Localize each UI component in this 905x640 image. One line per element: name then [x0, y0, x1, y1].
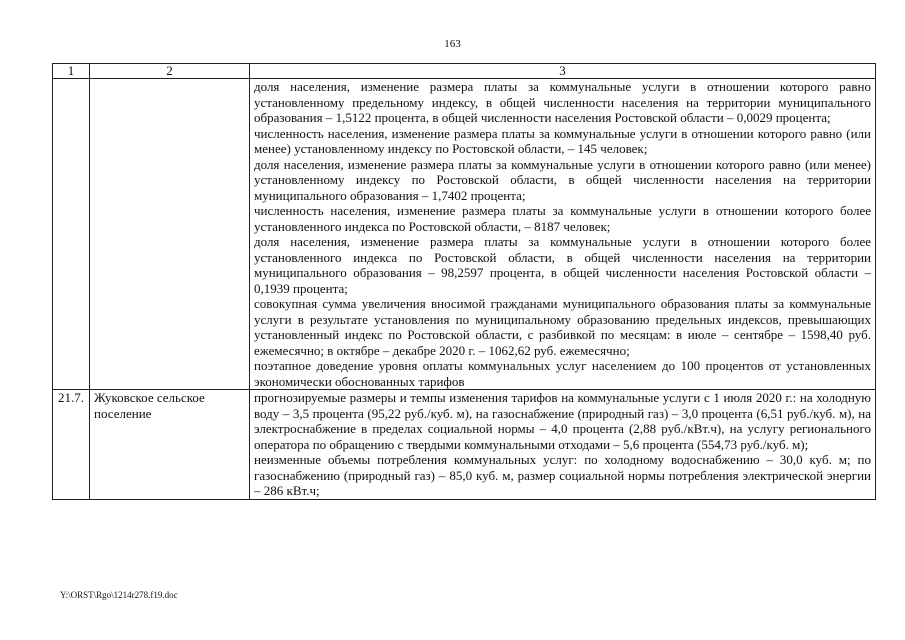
content-paragraph: доля населения, изменение размера платы за коммунальные услуги в отношении которого равно (или менее) установленному индексу по Ростовской области, в общей численности населения на территории муниципального образования – 1,7402 процента;: [254, 156, 871, 203]
row-content: [250, 390, 876, 500]
content-paragraph: численность населения, изменение размера платы за коммунальные услуги в отношении которого более установленного индекса по Ростовской области, – 8187 человек;: [254, 203, 871, 234]
column-header-2: 2: [90, 64, 250, 79]
content-paragraph: совокупная сумма увеличения вносимой гражданами муниципального образования платы за коммунальные услуги в результате установления по муниципальному образованию предельных индексов, превышающих установленный индекс по Ростовской области, с разбивкой по месяцам: в июле – сентябре – 1598,40 руб. ежемесячно; в октябре – декабре 2020 г. – 1062,62 руб. ежемесячно;: [254, 296, 871, 358]
content-paragraph: численность населения, изменение размера платы за коммунальные услуги в отношении которого равно (или менее) установленному индексу по Ростовской области, – 145 человек;: [254, 125, 871, 156]
content-paragraph: доля населения, изменение размера платы за коммунальные услуги в отношении которого равно установленному предельному индексу, в общей численности населения на территории муниципального образования – 1,5122 процента, в общей численности населения Ростовской области – 0,0029 процента;: [254, 79, 871, 125]
column-header-1: 1: [53, 64, 90, 79]
content-paragraph: доля населения, изменение размера платы за коммунальные услуги в отношении которого более установленного индекса по Ростовской области, в общей численности населения на территории муниципального образования – 98,2597 процента, в общей численности населения Ростовской области – 0,1939 процента;: [254, 234, 871, 296]
row-number: [53, 79, 90, 390]
document-table: [52, 63, 876, 500]
row-name: [90, 79, 250, 390]
content-paragraph: поэтапное доведение уровня оплаты коммунальных услуг населением до 100 процентов от установленных экономически обоснованных тарифов: [254, 358, 871, 389]
table-row: [53, 390, 876, 500]
row-number: 21.7.: [53, 390, 90, 500]
row-name: Жуковское сельское поселение: [90, 390, 250, 500]
page-number: 163: [444, 38, 461, 50]
column-header-3: 3: [250, 64, 876, 79]
file-path-footer: Y:\ORST\Rgo\1214r278.f19.doc: [60, 590, 178, 600]
table-header-row: [53, 64, 876, 79]
row-content: [250, 79, 876, 390]
content-paragraph: неизменные объемы потребления коммунальных услуг: по холодному водоснабжению – 30,0 куб. м; по газоснабжению (природный газ) – 85,0 куб. м, размер социальной нормы потребления электрической энергии – 286 кВт.ч;: [254, 452, 871, 498]
table-row: [53, 79, 876, 390]
content-paragraph: прогнозируемые размеры и темпы изменения тарифов на коммунальные услуги с 1 июля 2020 г.: на холодную воду – 3,5 процента (95,22 руб./куб. м), на газоснабжение (природный газ) – 3,0 процента (6,51 руб./куб. м), на электроснабжение в пределах социальной нормы – 4,0 процента (2,88 руб./кВт.ч), на услугу регионального оператора по обращению с твердыми коммунальными отходами – 5,6 процента (554,73 руб./куб. м);: [254, 390, 871, 452]
